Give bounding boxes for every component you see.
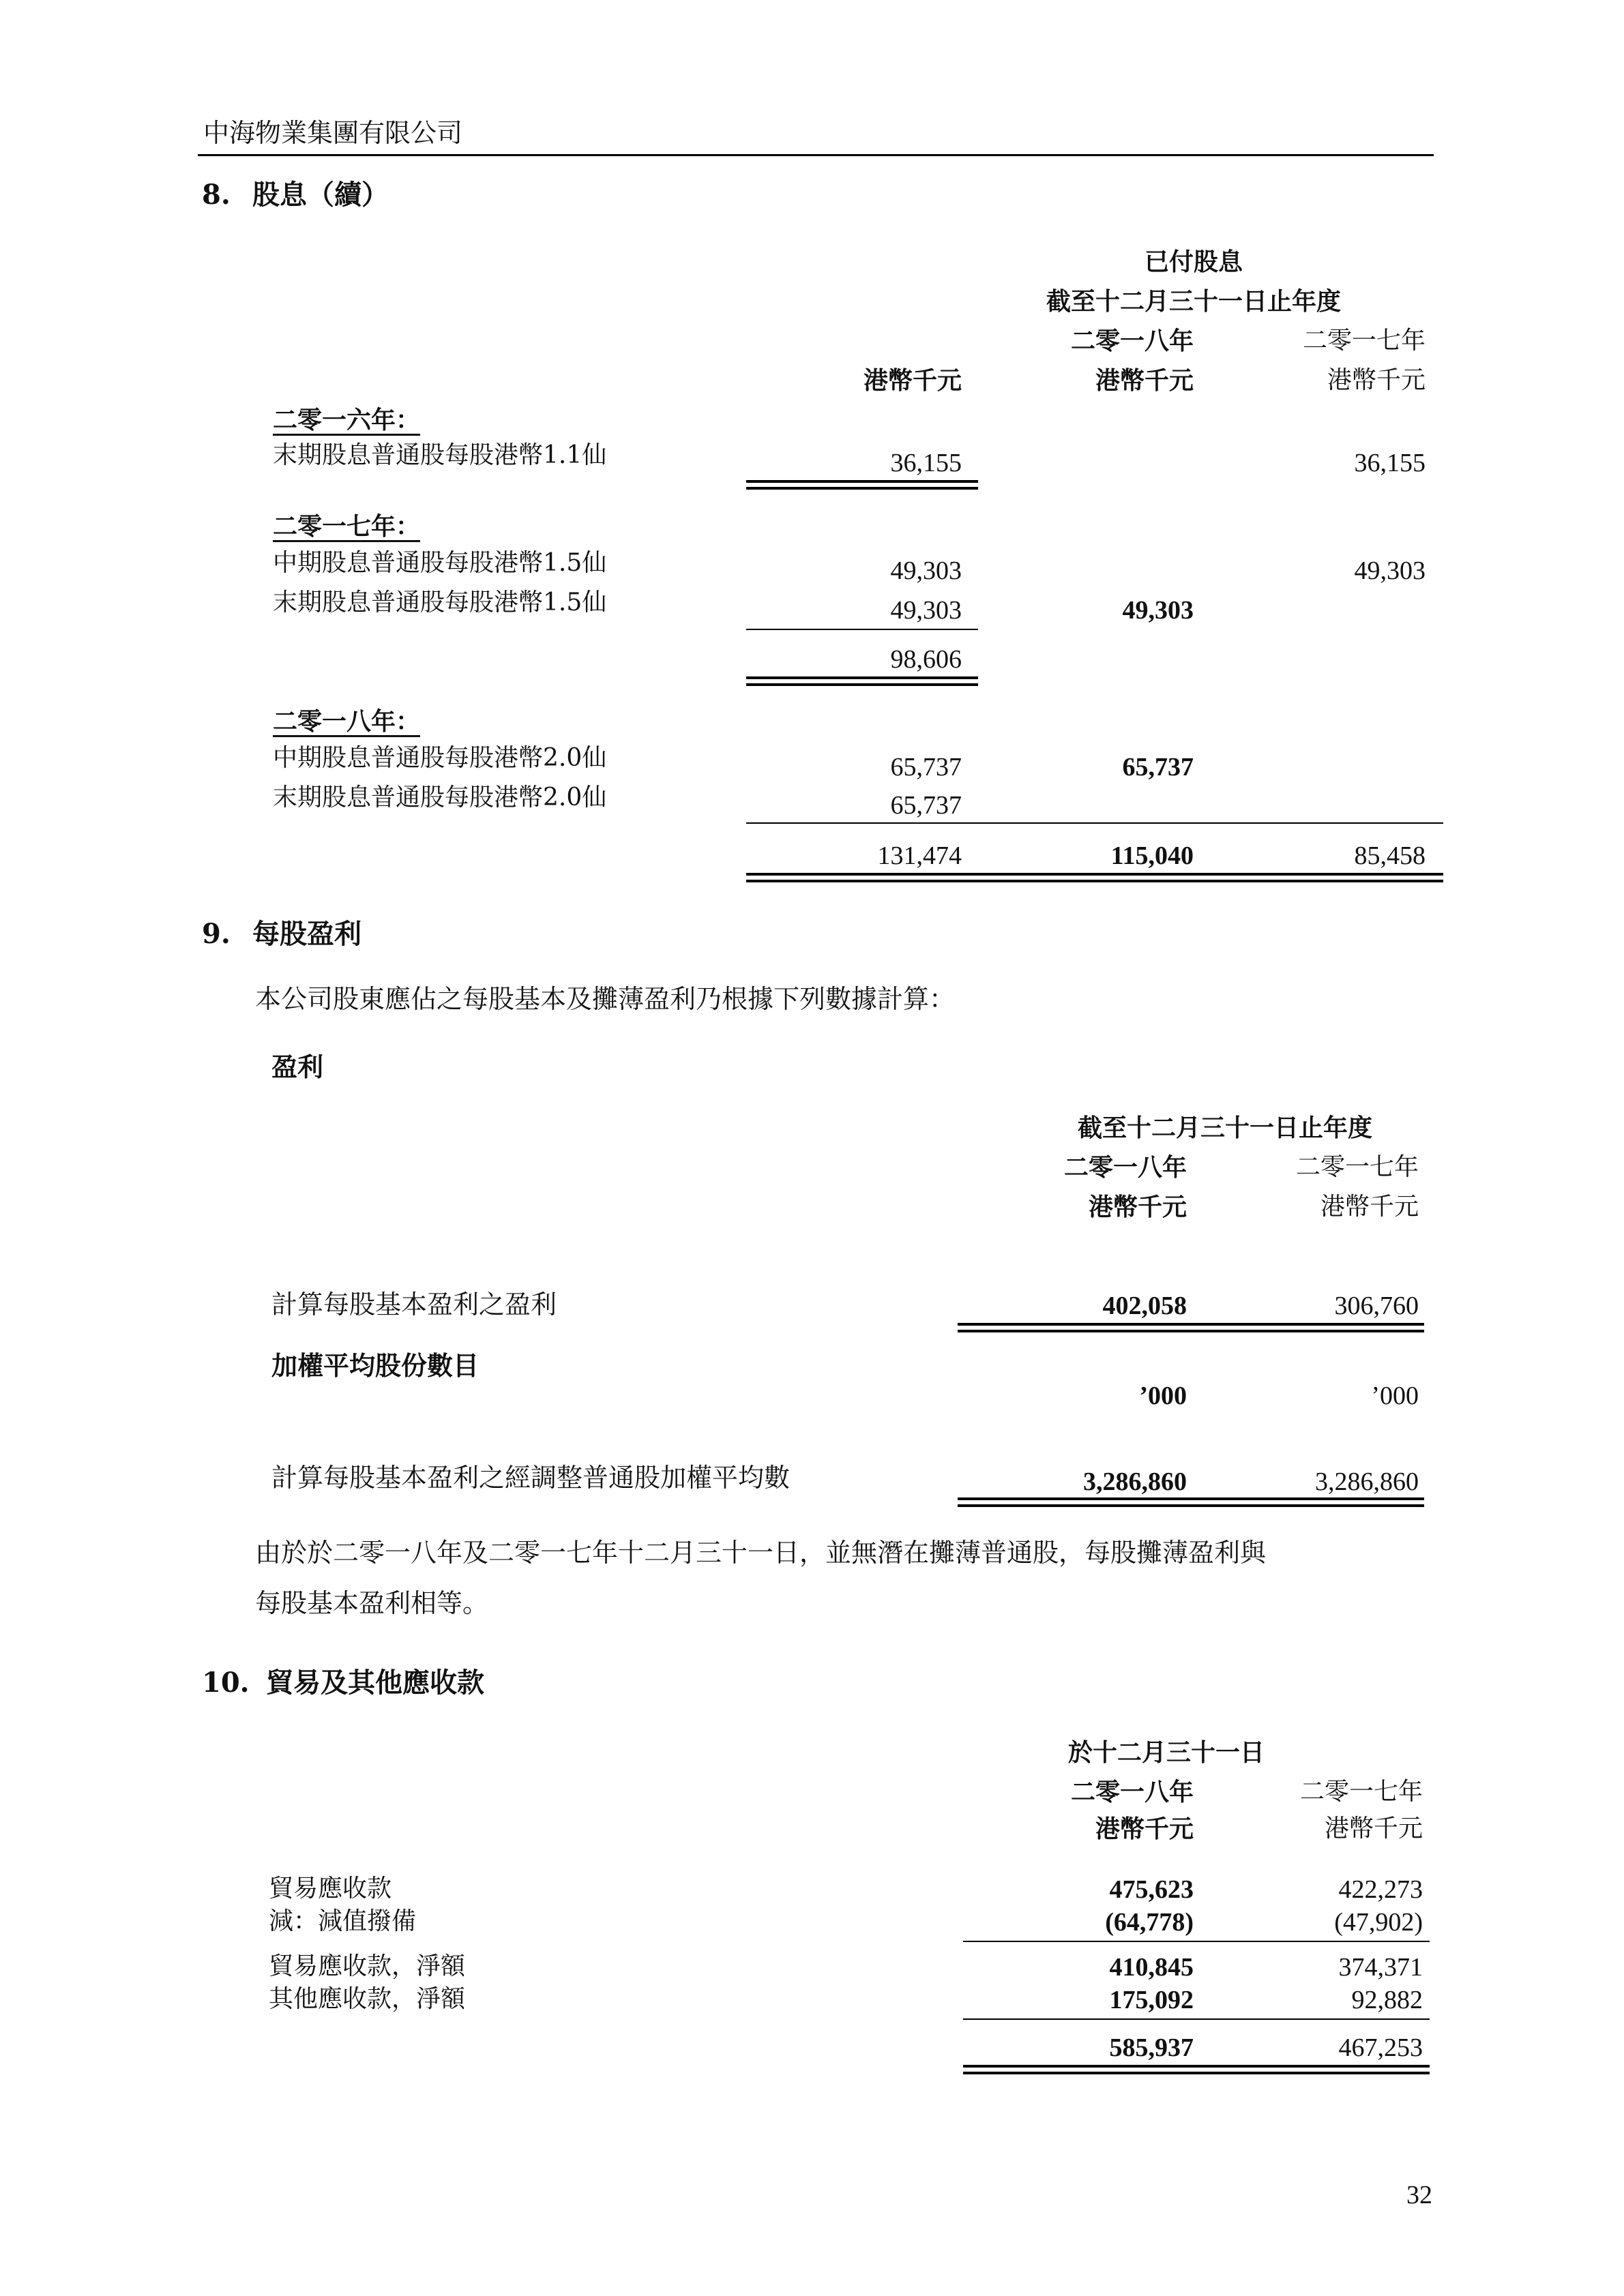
s9-shares-2017: 3,286,860	[1315, 1467, 1419, 1496]
s10-r4-label: 其他應收款，淨額	[269, 1985, 466, 2013]
s9-shares-dbl-rule-2	[958, 1504, 1424, 1507]
s9-earn-dbl-rule-1	[958, 1323, 1424, 1326]
s8-2017-r1-a: 49,303	[890, 556, 962, 585]
s10-total-2018: 585,937	[1109, 2033, 1194, 2062]
s8-2016-dbl-rule-2	[746, 487, 978, 490]
section-9-title: 每股盈利	[252, 918, 361, 950]
section-10-title: 貿易及其他應收款	[266, 1667, 484, 1699]
s9-col-2017: 二零一七年	[1295, 1153, 1419, 1181]
s9-shares-unit-2017: ’000	[1371, 1382, 1419, 1410]
s8-2017-r1-label: 中期股息普通股每股港幣1.5仙	[273, 549, 607, 577]
s8-2018-r1-a: 65,737	[890, 753, 962, 781]
s8-2016-r1-label: 末期股息普通股每股港幣1.1仙	[273, 441, 607, 469]
s8-2016-r1-c: 36,155	[1354, 449, 1426, 477]
s9-shares-unit-2018: ’000	[1139, 1382, 1187, 1410]
s8-2018-r2-a: 65,737	[890, 791, 962, 820]
s8-2018-r1-label: 中期股息普通股每股港幣2.0仙	[273, 744, 607, 772]
s10-r1-label: 貿易應收款	[269, 1875, 392, 1903]
s8-unit-b: 港幣千元	[1095, 366, 1194, 395]
section-8-number: 8.	[202, 179, 231, 211]
s9-sub-earnings: 盈利	[271, 1052, 324, 1082]
s8-2017-r2-label: 末期股息普通股每股港幣1.5仙	[273, 588, 607, 616]
header-rule	[198, 154, 1434, 156]
s8-head-period: 截至十二月三十一日止年度	[1046, 287, 1341, 316]
s10-r2-2018: (64,778)	[1105, 1908, 1194, 1937]
s10-total-2017: 467,253	[1338, 2033, 1423, 2062]
s10-r2-2017: (47,902)	[1334, 1908, 1423, 1937]
s10-rule-2	[963, 2018, 1430, 2020]
s8-total-dbl-rule-1	[746, 873, 1443, 876]
s10-col-2017: 二零一七年	[1299, 1778, 1423, 1806]
s8-col-2018: 二零一八年	[1070, 327, 1194, 355]
s8-total-dbl-rule-2	[746, 880, 1443, 882]
s8-2017-r1-c: 49,303	[1354, 556, 1426, 585]
s8-2017-dbl-rule-1	[746, 676, 978, 679]
s8-2018-r1-b: 65,737	[1122, 753, 1194, 781]
s10-col-2018: 二零一八年	[1070, 1778, 1194, 1806]
s9-shares-label: 計算每股基本盈利之經調整普通股加權平均數	[271, 1463, 791, 1493]
s9-earn-label: 計算每股基本盈利之盈利	[271, 1289, 557, 1320]
s10-r3-2017: 374,371	[1338, 1953, 1423, 1982]
s9-earn-2018: 402,058	[1102, 1292, 1187, 1320]
s8-2016-r1-a: 36,155	[890, 449, 962, 477]
page-number: 32	[1406, 2181, 1432, 2209]
s9-shares-dbl-rule-1	[958, 1497, 1424, 1500]
s10-r3-label: 貿易應收款，淨額	[269, 1952, 466, 1980]
s9-earn-2017: 306,760	[1334, 1292, 1419, 1320]
s9-note-line-2: 每股基本盈利相等。	[255, 1588, 489, 1618]
s8-2017-sub-rule	[746, 629, 978, 630]
s9-unit-2017: 港幣千元	[1320, 1193, 1419, 1221]
s8-col-2017: 二零一七年	[1302, 327, 1426, 355]
s8-2017-r2-b: 49,303	[1122, 596, 1194, 625]
s9-intro: 本公司股東應佔之每股基本及攤薄盈利乃根據下列數據計算：	[255, 984, 956, 1014]
s8-unit-c: 港幣千元	[1327, 366, 1426, 394]
s8-2017-dbl-rule-2	[746, 683, 978, 686]
s8-total-rule	[746, 822, 1443, 824]
s8-2017-r2-a: 49,303	[890, 596, 962, 625]
company-header: 中海物業集團有限公司	[203, 118, 463, 148]
s8-unit-a: 港幣千元	[863, 366, 962, 395]
section-9-number: 9.	[202, 918, 231, 950]
s10-r1-2017: 422,273	[1338, 1875, 1423, 1904]
s9-col-2018: 二零一八年	[1063, 1153, 1187, 1182]
s8-group-2016: 二零一六年：	[273, 406, 421, 434]
s8-total-a: 131,474	[877, 841, 962, 870]
s9-earn-dbl-rule-2	[958, 1330, 1424, 1332]
s8-2016-dbl-rule-1	[746, 480, 978, 483]
s10-r3-2018: 410,845	[1109, 1953, 1194, 1982]
section-8-title: 股息（續）	[252, 179, 389, 211]
s10-r4-2018: 175,092	[1109, 1986, 1194, 2014]
s10-rule-1	[963, 1941, 1430, 1942]
s8-total-b: 115,040	[1110, 841, 1194, 870]
s9-head-period: 截至十二月三十一日止年度	[1077, 1114, 1372, 1142]
s10-unit-2017: 港幣千元	[1324, 1815, 1423, 1843]
s9-sub-shares: 加權平均股份數目	[271, 1350, 479, 1381]
s10-unit-2018: 港幣千元	[1095, 1815, 1194, 1843]
s10-total-dbl-rule-1	[963, 2065, 1430, 2068]
s8-group-2018: 二零一八年：	[273, 707, 421, 736]
s8-group-2017: 二零一七年：	[273, 512, 421, 541]
s10-head-date: 於十二月三十一日	[1067, 1738, 1265, 1767]
s10-total-dbl-rule-2	[963, 2072, 1430, 2074]
s9-note-line-1: 由於於二零一八年及二零一七年十二月三十一日，並無潛在攤薄普通股，每股攤薄盈利與	[255, 1538, 1267, 1568]
s10-r4-2017: 92,882	[1351, 1986, 1423, 2014]
s8-2017-subtotal: 98,606	[890, 645, 962, 674]
s10-r2-label: 減：減值撥備	[269, 1907, 417, 1935]
section-10-number: 10.	[202, 1667, 250, 1699]
s10-r1-2018: 475,623	[1109, 1875, 1194, 1904]
s8-total-c: 85,458	[1354, 841, 1426, 870]
s8-2018-r2-label: 末期股息普通股每股港幣2.0仙	[273, 784, 607, 811]
s9-unit-2018: 港幣千元	[1088, 1193, 1187, 1221]
s9-shares-2018: 3,286,860	[1083, 1467, 1187, 1496]
s8-head-paid: 已付股息	[1144, 248, 1243, 276]
